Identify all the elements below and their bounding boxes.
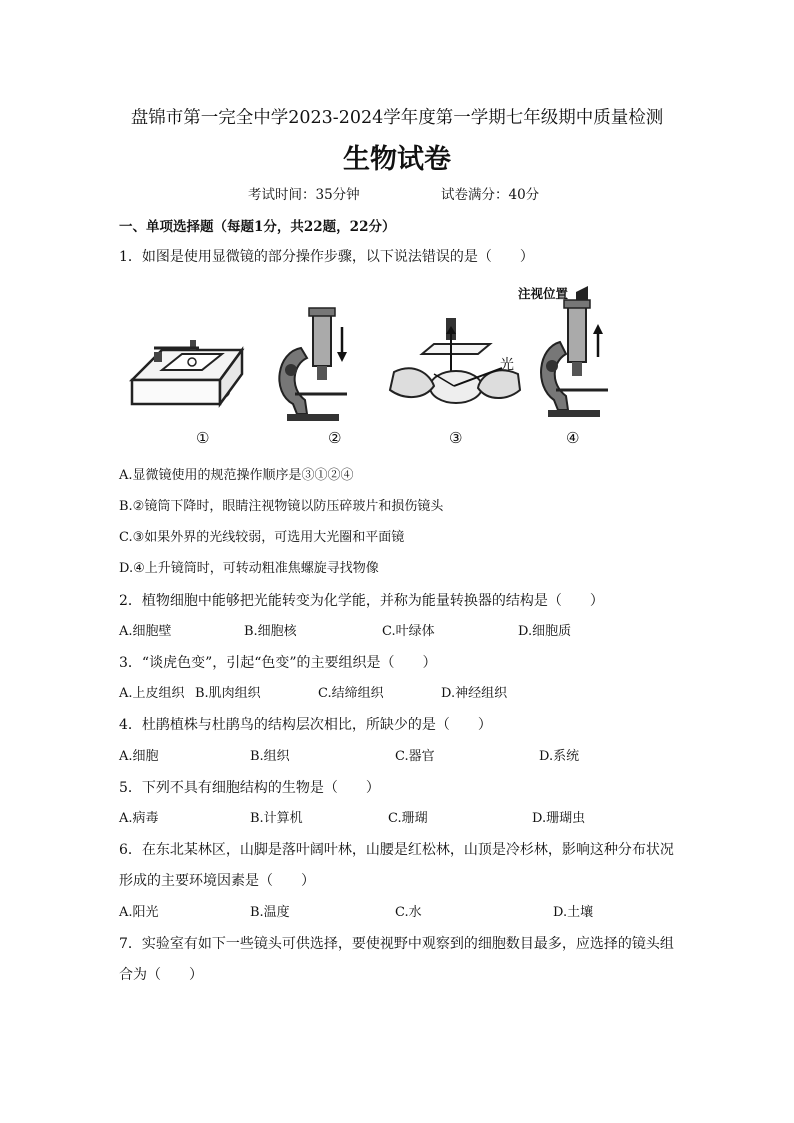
figure-raising-tube — [536, 282, 631, 432]
q5-option-a: A.病毒 — [119, 811, 159, 826]
subject-title: 生物试卷 — [343, 144, 451, 175]
question-7-stem-line1: 7．实验室有如下一些镜头可供选择，要使视野中观察到的细胞数目最多，应选择的镜头组 — [119, 936, 674, 952]
section-heading: 一、单项选择题（每题1分，共22题，22分） — [119, 219, 396, 235]
figure-label-2: ② — [328, 429, 342, 447]
q4-option-c: C.器官 — [395, 749, 435, 764]
q3-option-d: D.神经组织 — [441, 686, 508, 701]
q4-option-b: B.组织 — [250, 749, 290, 764]
q3-option-b: B.肌肉组织 — [195, 686, 261, 701]
q5-option-c: C.珊瑚 — [388, 811, 428, 826]
q5-option-d: D.珊瑚虫 — [532, 811, 586, 826]
q3-option-a: A.上皮组织 — [119, 686, 185, 701]
figure-label-3: ③ — [449, 429, 463, 447]
q2-option-d: D.细胞质 — [518, 624, 572, 639]
full-score: 试卷满分：40分 — [441, 187, 540, 203]
question-7-stem-line2: 合为（ ） — [119, 967, 203, 983]
q4-option-a: A.细胞 — [119, 749, 159, 764]
q6-option-d: D.土壤 — [553, 905, 594, 920]
q6-option-c: C.水 — [395, 905, 422, 920]
figure-label-4: ④ — [566, 429, 580, 447]
q3-option-c: C.结缔组织 — [318, 686, 384, 701]
q4-option-d: D.系统 — [539, 749, 580, 764]
q1-option-d: D.④上升镜筒时，可转动粗准焦螺旋寻找物像 — [119, 561, 379, 576]
q2-option-b: B.细胞核 — [244, 624, 297, 639]
figure-stage-slide — [124, 282, 249, 422]
exam-time: 考试时间：35分钟 — [248, 187, 360, 203]
microscope-steps-figure — [124, 282, 624, 452]
q1-option-a: A.显微镜使用的规范操作顺序是③①②④ — [119, 468, 354, 483]
question-1-stem: 1．如图是使用显微镜的部分操作步骤，以下说法错误的是（ ） — [119, 249, 534, 265]
light-label: 光 — [500, 357, 514, 373]
watch-position-label: 注视位置 — [518, 286, 569, 301]
q2-option-a: A.细胞壁 — [119, 624, 172, 639]
question-3-stem: 3．“谈虎色变”，引起“色变”的主要组织是（ ） — [119, 655, 437, 671]
question-6-stem-line1: 6．在东北某林区，山脚是落叶阔叶林，山腰是红松林，山顶是冷杉林，影响这种分布状况 — [119, 842, 674, 858]
q1-option-c: C.③如果外界的光线较弱，可选用大光圈和平面镜 — [119, 530, 405, 545]
question-2-stem: 2．植物细胞中能够把光能转变为化学能，并称为能量转换器的结构是（ ） — [119, 593, 604, 609]
figure-label-1: ① — [196, 429, 210, 447]
q2-option-c: C.叶绿体 — [382, 624, 435, 639]
q6-option-a: A.阳光 — [119, 905, 159, 920]
q6-option-b: B.温度 — [250, 905, 290, 920]
q1-option-b: B.②镜筒下降时，眼睛注视物镜以防压碎玻片和损伤镜头 — [119, 499, 444, 514]
question-5-stem: 5．下列不具有细胞结构的生物是（ ） — [119, 780, 380, 796]
question-4-stem: 4．杜鹃植株与杜鹃鸟的结构层次相比，所缺少的是（ ） — [119, 717, 492, 733]
q5-option-b: B.计算机 — [250, 811, 303, 826]
school-title: 盘锦市第一完全中学2023-2024学年度第一学期七年级期中质量检测 — [130, 108, 664, 128]
figure-lowering-tube — [267, 282, 362, 432]
question-6-stem-line2: 形成的主要环境因素是（ ） — [119, 873, 315, 889]
